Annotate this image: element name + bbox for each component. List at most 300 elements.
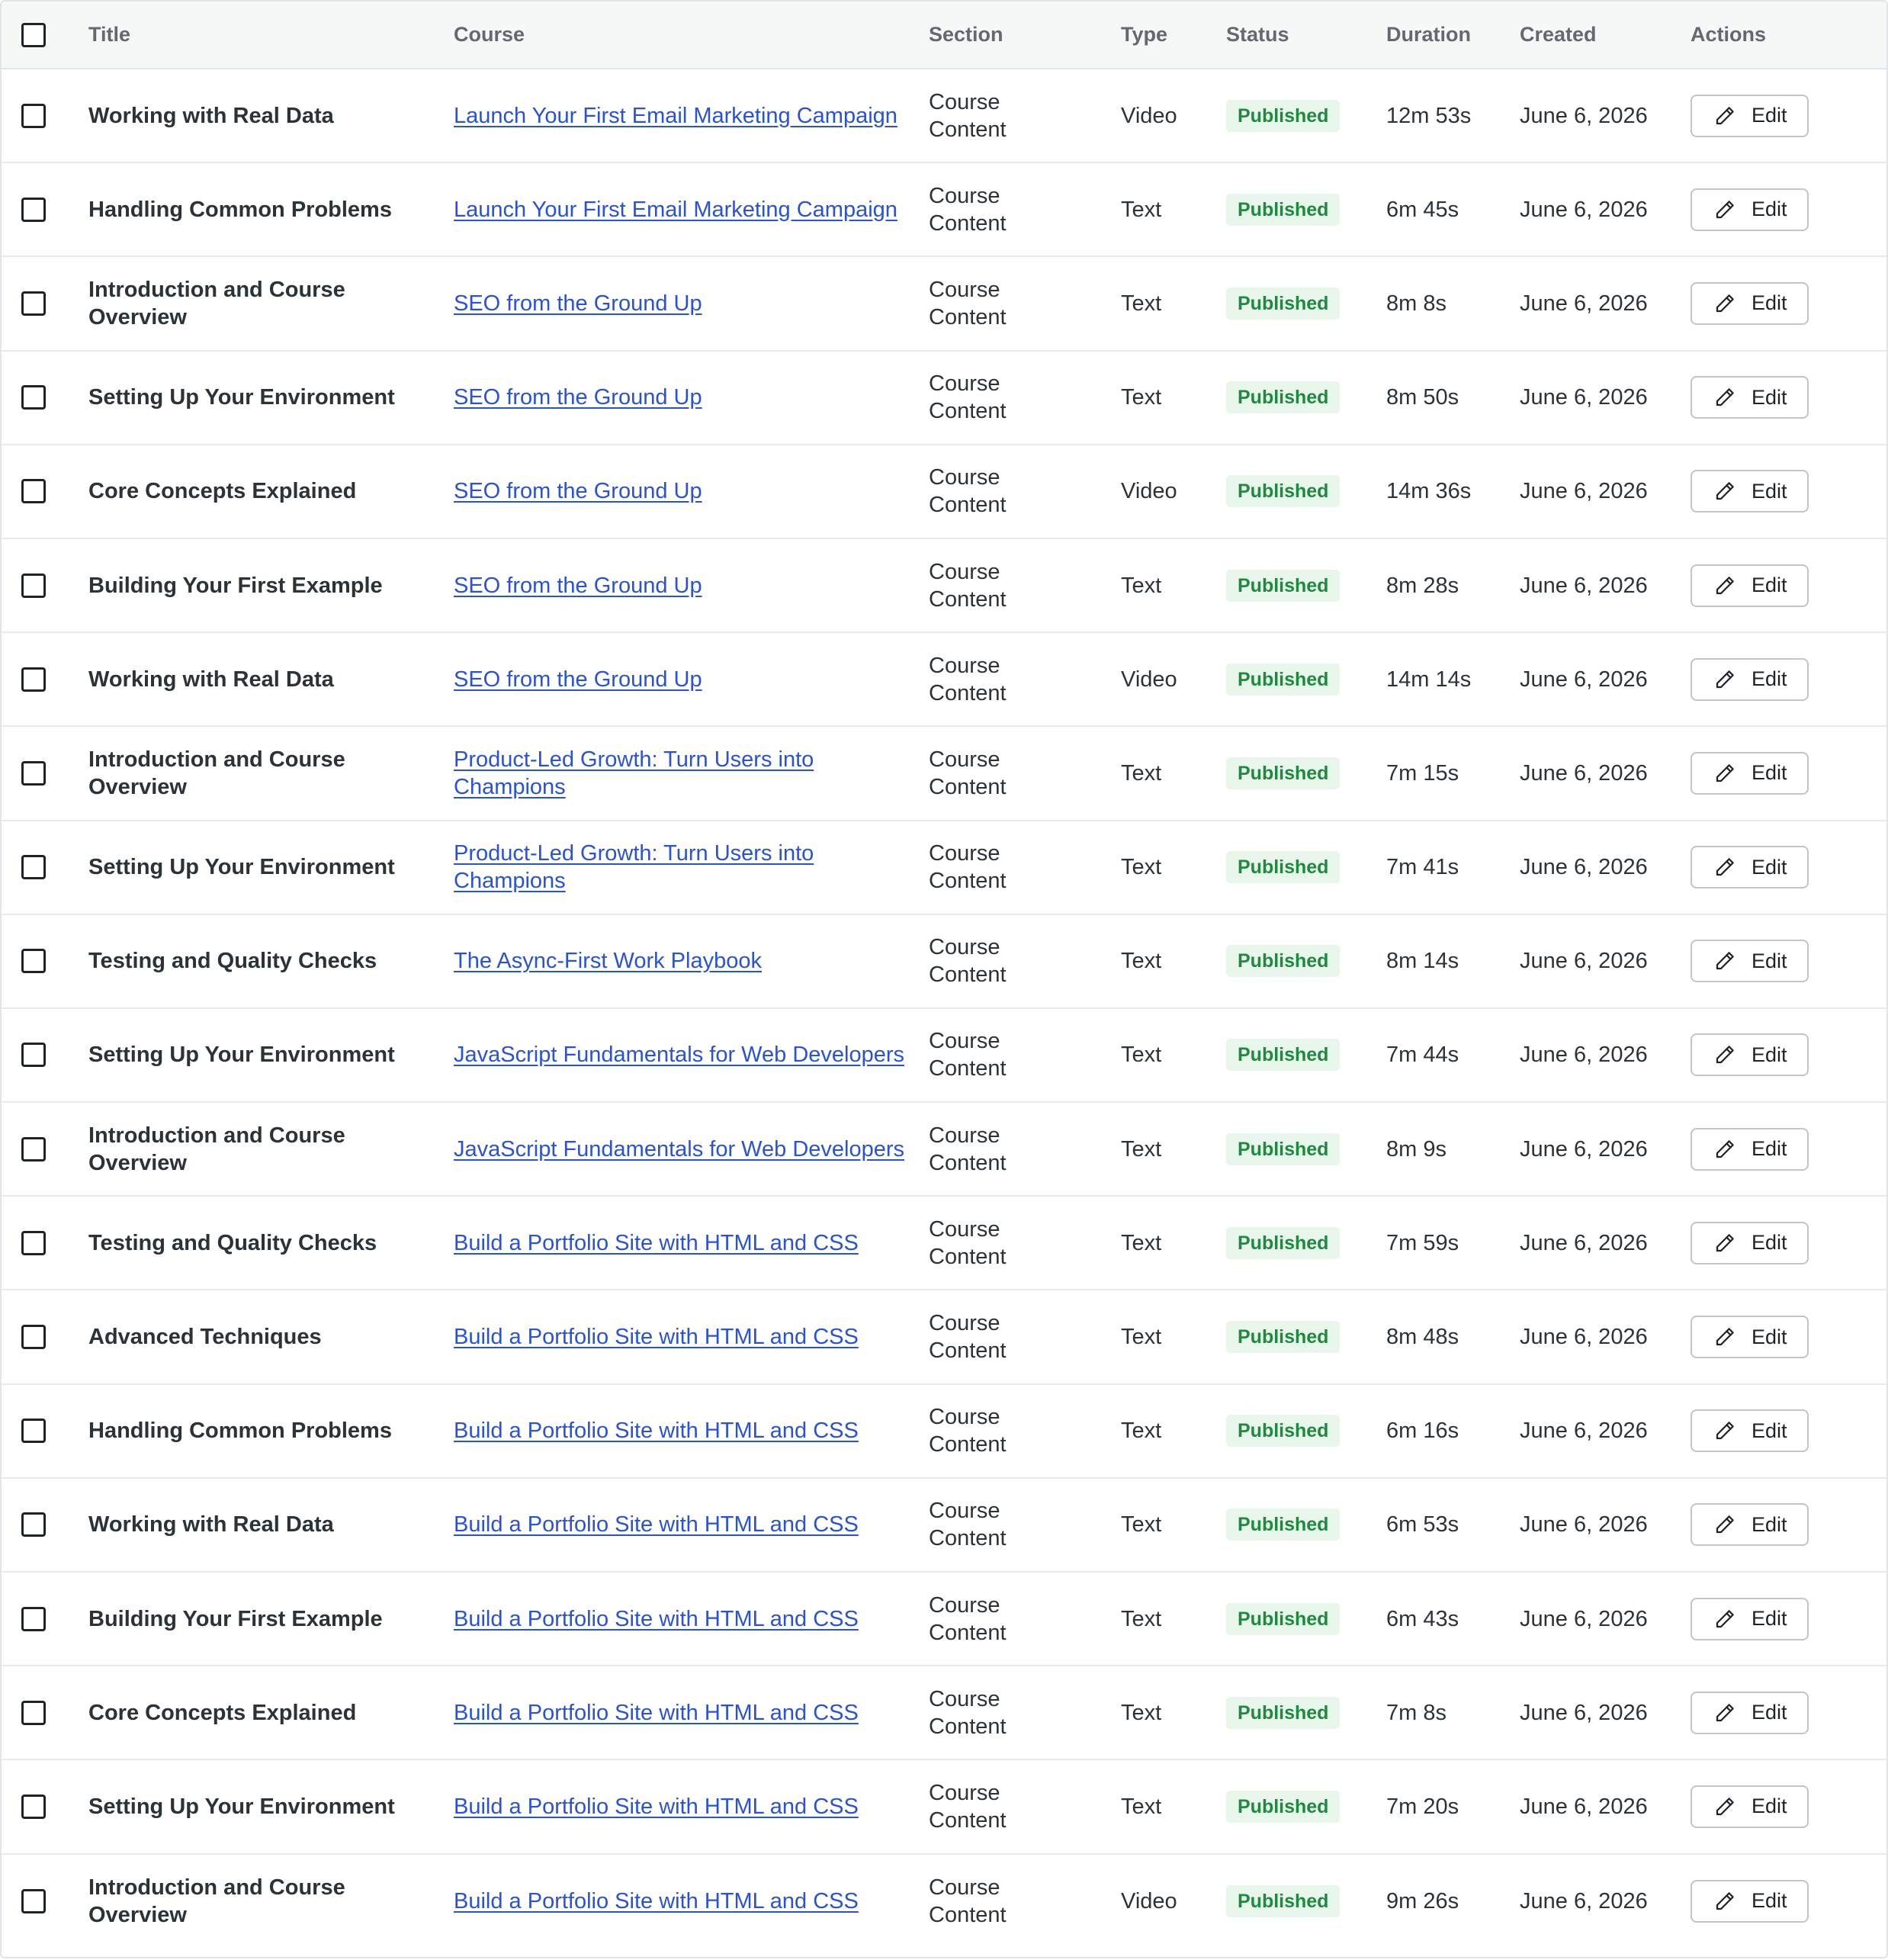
row-checkbox[interactable] xyxy=(21,761,46,786)
row-checkbox[interactable] xyxy=(21,1607,46,1631)
lesson-type: Text xyxy=(1121,1478,1226,1572)
table-row xyxy=(2,1196,1888,1290)
status-badge: Published xyxy=(1226,1321,1340,1353)
course-cell xyxy=(454,1290,929,1383)
lesson-title: Advanced Techniques xyxy=(88,1290,454,1383)
column-header-created[interactable]: Created xyxy=(1520,2,1691,69)
edit-button-label: Edit xyxy=(1752,949,1787,972)
column-header-duration[interactable]: Duration xyxy=(1386,2,1520,69)
actions-cell xyxy=(1691,1572,1888,1666)
lesson-type: Text xyxy=(1121,1196,1226,1290)
created-date: June 6, 2026 xyxy=(1520,726,1691,820)
created-date: June 6, 2026 xyxy=(1520,632,1691,726)
edit-button[interactable] xyxy=(1691,658,1809,701)
course-cell xyxy=(454,445,929,538)
select-all-checkbox[interactable] xyxy=(21,23,46,47)
edit-button[interactable] xyxy=(1691,1692,1809,1734)
status-badge: Published xyxy=(1226,1039,1340,1071)
edit-button[interactable] xyxy=(1691,1222,1809,1264)
actions-cell xyxy=(1691,1666,1888,1759)
course-cell xyxy=(454,351,929,445)
course-link[interactable]: Build a Portfolio Site with HTML and CSS xyxy=(454,1888,859,1913)
course-cell xyxy=(454,1854,929,1948)
lesson-duration: 7m 59s xyxy=(1386,1196,1520,1290)
edit-button-label: Edit xyxy=(1752,1231,1787,1255)
section-name: Course Content xyxy=(929,1008,1121,1102)
section-name: Course Content xyxy=(929,69,1121,162)
status-cell xyxy=(1226,821,1386,914)
created-date: June 6, 2026 xyxy=(1520,1759,1691,1853)
actions-cell xyxy=(1691,1384,1888,1478)
course-link[interactable]: Build a Portfolio Site with HTML and CSS xyxy=(454,1419,859,1444)
row-checkbox[interactable] xyxy=(21,1231,46,1255)
edit-button[interactable] xyxy=(1691,376,1809,419)
row-select-cell xyxy=(2,1854,88,1948)
row-checkbox[interactable] xyxy=(21,198,46,222)
status-cell xyxy=(1226,1854,1386,1948)
edit-button[interactable] xyxy=(1691,1785,1809,1828)
actions-cell xyxy=(1691,445,1888,538)
edit-button[interactable] xyxy=(1691,752,1809,795)
lesson-title: Working with Real Data xyxy=(88,632,454,726)
lesson-type: Text xyxy=(1121,1102,1226,1196)
lesson-title: Introduction and Course Overview xyxy=(88,726,454,820)
section-name: Course Content xyxy=(929,256,1121,350)
pencil-icon xyxy=(1713,949,1736,972)
edit-button-label: Edit xyxy=(1752,479,1787,503)
lesson-duration: 6m 43s xyxy=(1386,1572,1520,1666)
pencil-icon xyxy=(1713,1795,1736,1818)
row-checkbox[interactable] xyxy=(21,855,46,879)
created-date: June 6, 2026 xyxy=(1520,1384,1691,1478)
lesson-type: Text xyxy=(1121,351,1226,445)
lesson-duration: 7m 41s xyxy=(1386,821,1520,914)
lessons-table xyxy=(2,2,1888,1948)
actions-cell xyxy=(1691,256,1888,350)
edit-button-label: Edit xyxy=(1752,1419,1787,1442)
course-cell xyxy=(454,538,929,632)
lesson-duration: 7m 8s xyxy=(1386,1666,1520,1759)
lesson-duration: 6m 53s xyxy=(1386,1478,1520,1572)
status-cell xyxy=(1226,538,1386,632)
actions-cell xyxy=(1691,821,1888,914)
course-link[interactable]: JavaScript Fundamentals for Web Developers xyxy=(454,1043,905,1068)
created-date: June 6, 2026 xyxy=(1520,914,1691,1008)
column-header-type[interactable]: Type xyxy=(1121,2,1226,69)
lesson-duration: 12m 53s xyxy=(1386,69,1520,162)
actions-cell xyxy=(1691,726,1888,820)
edit-button[interactable] xyxy=(1691,470,1809,512)
status-cell xyxy=(1226,1102,1386,1196)
lesson-type: Text xyxy=(1121,256,1226,350)
lesson-title: Introduction and Course Overview xyxy=(88,1102,454,1196)
edit-button-label: Edit xyxy=(1752,1043,1787,1066)
row-checkbox[interactable] xyxy=(21,1701,46,1725)
table-row xyxy=(2,1478,1888,1572)
actions-cell xyxy=(1691,1759,1888,1853)
lesson-type: Text xyxy=(1121,726,1226,820)
status-badge: Published xyxy=(1226,1603,1340,1635)
status-badge: Published xyxy=(1226,1791,1340,1823)
lesson-title: Setting Up Your Environment xyxy=(88,351,454,445)
section-name: Course Content xyxy=(929,1666,1121,1759)
pencil-icon xyxy=(1713,1232,1736,1255)
status-badge: Published xyxy=(1226,1415,1340,1447)
lesson-title: Setting Up Your Environment xyxy=(88,821,454,914)
edit-button-label: Edit xyxy=(1752,1512,1787,1536)
created-date: June 6, 2026 xyxy=(1520,1008,1691,1102)
actions-cell xyxy=(1691,538,1888,632)
status-badge: Published xyxy=(1226,945,1340,977)
column-header-actions: Actions xyxy=(1691,2,1888,69)
edit-button[interactable] xyxy=(1691,188,1809,231)
table-row xyxy=(2,445,1888,538)
created-date: June 6, 2026 xyxy=(1520,538,1691,632)
lesson-duration: 7m 20s xyxy=(1386,1759,1520,1853)
course-cell xyxy=(454,726,929,820)
lesson-duration: 7m 44s xyxy=(1386,1008,1520,1102)
row-select-cell xyxy=(2,1102,88,1196)
row-select-cell xyxy=(2,1666,88,1759)
lesson-duration: 8m 28s xyxy=(1386,538,1520,632)
row-select-cell xyxy=(2,1384,88,1478)
row-select-cell xyxy=(2,256,88,350)
lesson-type: Text xyxy=(1121,1572,1226,1666)
section-name: Course Content xyxy=(929,351,1121,445)
section-name: Course Content xyxy=(929,1102,1121,1196)
status-badge: Published xyxy=(1226,1697,1340,1729)
pencil-icon xyxy=(1713,762,1736,785)
section-name: Course Content xyxy=(929,538,1121,632)
pencil-icon xyxy=(1713,292,1736,315)
table-row xyxy=(2,538,1888,632)
status-badge: Published xyxy=(1226,757,1340,789)
lesson-title: Handling Common Problems xyxy=(88,162,454,256)
pencil-icon xyxy=(1713,104,1736,127)
table-row xyxy=(2,256,1888,350)
lesson-type: Text xyxy=(1121,538,1226,632)
course-link[interactable]: Launch Your First Email Marketing Campaign xyxy=(454,197,897,222)
row-select-cell xyxy=(2,69,88,162)
section-name: Course Content xyxy=(929,726,1121,820)
actions-cell xyxy=(1691,1008,1888,1102)
edit-button-label: Edit xyxy=(1752,1325,1787,1348)
lesson-type: Text xyxy=(1121,914,1226,1008)
course-cell xyxy=(454,821,929,914)
created-date: June 6, 2026 xyxy=(1520,1888,1648,1913)
lesson-duration: 8m 8s xyxy=(1386,256,1520,350)
edit-button[interactable] xyxy=(1691,1409,1809,1452)
edit-button[interactable] xyxy=(1691,1503,1809,1546)
edit-button[interactable] xyxy=(1691,940,1809,982)
lesson-title: Core Concepts Explained xyxy=(88,1666,454,1759)
pencil-icon xyxy=(1713,198,1736,221)
course-cell xyxy=(454,1572,929,1666)
status-badge: Published xyxy=(1226,381,1340,413)
table-row xyxy=(2,632,1888,726)
status-cell xyxy=(1226,726,1386,820)
edit-button-label: Edit xyxy=(1752,667,1787,691)
edit-button-label: Edit xyxy=(1752,104,1787,127)
course-cell xyxy=(454,1102,929,1196)
row-checkbox[interactable] xyxy=(21,667,46,692)
table-row xyxy=(2,351,1888,445)
lesson-title: Testing and Quality Checks xyxy=(88,914,454,1008)
edit-button[interactable] xyxy=(1691,564,1809,607)
table-row xyxy=(2,1854,1888,1948)
course-link[interactable]: JavaScript Fundamentals for Web Developers xyxy=(454,1136,905,1162)
row-checkbox[interactable] xyxy=(21,1512,46,1537)
status-cell xyxy=(1226,162,1386,256)
status-badge: Published xyxy=(1226,1227,1340,1259)
actions-cell xyxy=(1691,1102,1888,1196)
status-cell xyxy=(1226,1196,1386,1290)
lesson-title: Working with Real Data xyxy=(88,69,454,162)
actions-cell xyxy=(1691,914,1888,1008)
column-header-title[interactable]: Title xyxy=(88,2,454,69)
course-cell xyxy=(454,1478,929,1572)
course-link[interactable]: Product-Led Growth: Turn Users into Champions xyxy=(454,841,814,894)
pencil-icon xyxy=(1713,1513,1736,1536)
lesson-duration: 8m 50s xyxy=(1386,351,1520,445)
lesson-title: Introduction and Course Overview xyxy=(88,256,454,350)
lesson-type: Video xyxy=(1121,445,1226,538)
row-select-cell xyxy=(2,445,88,538)
status-cell xyxy=(1226,256,1386,350)
edit-button-label: Edit xyxy=(1752,1137,1787,1161)
course-cell xyxy=(454,162,929,256)
edit-button-label: Edit xyxy=(1752,291,1787,315)
status-cell xyxy=(1226,1572,1386,1666)
section-name: Course Content xyxy=(929,1875,1007,1927)
created-date: June 6, 2026 xyxy=(1520,1290,1691,1383)
row-checkbox[interactable] xyxy=(21,1137,46,1162)
created-date: June 6, 2026 xyxy=(1520,351,1691,445)
lesson-title: Introduction and Course Overview xyxy=(88,1875,345,1927)
table-row xyxy=(2,1102,1888,1196)
lesson-type: Text xyxy=(1121,1384,1226,1478)
course-link[interactable]: SEO from the Ground Up xyxy=(454,479,702,504)
section-name: Course Content xyxy=(929,914,1121,1008)
actions-cell xyxy=(1691,632,1888,726)
course-link[interactable]: SEO from the Ground Up xyxy=(454,291,702,316)
edit-button[interactable] xyxy=(1691,95,1809,137)
pencil-icon xyxy=(1713,1419,1736,1442)
lesson-title: Setting Up Your Environment xyxy=(88,1008,454,1102)
created-date: June 6, 2026 xyxy=(1520,1102,1691,1196)
created-date: June 6, 2026 xyxy=(1520,445,1691,538)
course-link[interactable]: Build a Portfolio Site with HTML and CSS xyxy=(454,1325,859,1350)
row-select-cell xyxy=(2,1572,88,1666)
table-row xyxy=(2,821,1888,914)
course-cell xyxy=(454,1759,929,1853)
row-checkbox[interactable] xyxy=(21,1795,46,1819)
row-checkbox[interactable] xyxy=(21,104,46,128)
edit-button-label: Edit xyxy=(1752,198,1787,221)
lesson-type: Text xyxy=(1121,162,1226,256)
column-header-section[interactable]: Section xyxy=(929,2,1121,69)
course-cell xyxy=(454,914,929,1008)
status-cell xyxy=(1226,69,1386,162)
course-link[interactable]: Build a Portfolio Site with HTML and CSS xyxy=(454,1794,859,1819)
row-checkbox[interactable] xyxy=(21,291,46,316)
row-select-cell xyxy=(2,1290,88,1383)
table-body xyxy=(2,69,1888,1948)
row-checkbox[interactable] xyxy=(21,1325,46,1349)
lesson-type: Text xyxy=(1121,821,1226,914)
table-row xyxy=(2,162,1888,256)
lesson-type: Video xyxy=(1121,632,1226,726)
status-badge: Published xyxy=(1226,100,1340,132)
pencil-icon xyxy=(1713,480,1736,503)
course-link[interactable]: SEO from the Ground Up xyxy=(454,667,702,692)
row-select-cell xyxy=(2,1008,88,1102)
status-badge: Published xyxy=(1226,194,1340,226)
lesson-duration: 14m 36s xyxy=(1386,445,1520,538)
pencil-icon xyxy=(1713,1043,1736,1066)
status-cell xyxy=(1226,351,1386,445)
table-row xyxy=(2,914,1888,1008)
course-cell xyxy=(454,1384,929,1478)
status-badge: Published xyxy=(1226,1133,1340,1165)
status-badge: Published xyxy=(1226,851,1340,883)
course-link[interactable]: SEO from the Ground Up xyxy=(454,573,702,598)
section-name: Course Content xyxy=(929,1478,1121,1572)
lesson-title: Handling Common Problems xyxy=(88,1384,454,1478)
pencil-icon xyxy=(1713,1890,1736,1913)
row-select-cell xyxy=(2,538,88,632)
lesson-duration: 6m 45s xyxy=(1386,162,1520,256)
lesson-title: Building Your First Example xyxy=(88,538,454,632)
course-link[interactable]: Build a Portfolio Site with HTML and CSS xyxy=(454,1230,859,1255)
status-cell xyxy=(1226,1290,1386,1383)
course-link[interactable]: The Async-First Work Playbook xyxy=(454,949,762,974)
pencil-icon xyxy=(1713,1608,1736,1631)
status-badge: Published xyxy=(1226,475,1340,507)
row-select-cell xyxy=(2,632,88,726)
lesson-duration: 7m 15s xyxy=(1386,726,1520,820)
course-link[interactable]: SEO from the Ground Up xyxy=(454,385,702,410)
lesson-type: Text xyxy=(1121,1008,1226,1102)
created-date: June 6, 2026 xyxy=(1520,1196,1691,1290)
pencil-icon xyxy=(1713,1325,1736,1348)
row-checkbox[interactable] xyxy=(21,1419,46,1443)
course-cell xyxy=(454,1666,929,1759)
column-header-status[interactable]: Status xyxy=(1226,2,1386,69)
lesson-type: Text xyxy=(1121,1759,1226,1853)
status-badge: Published xyxy=(1226,570,1340,602)
lesson-duration: 8m 9s xyxy=(1386,1102,1520,1196)
lesson-duration: 8m 14s xyxy=(1386,914,1520,1008)
lesson-type: Video xyxy=(1121,1888,1177,1913)
edit-button[interactable] xyxy=(1691,1033,1809,1076)
created-date: June 6, 2026 xyxy=(1520,1666,1691,1759)
lesson-title: Working with Real Data xyxy=(88,1478,454,1572)
row-checkbox[interactable] xyxy=(21,385,46,410)
section-name: Course Content xyxy=(929,1572,1121,1666)
pencil-icon xyxy=(1713,856,1736,879)
lesson-duration: 6m 16s xyxy=(1386,1384,1520,1478)
course-link[interactable]: Product-Led Growth: Turn Users into Champions xyxy=(454,747,814,799)
course-cell xyxy=(454,69,929,162)
status-cell xyxy=(1226,914,1386,1008)
section-name: Course Content xyxy=(929,1196,1121,1290)
row-select-cell xyxy=(2,1196,88,1290)
actions-cell xyxy=(1691,162,1888,256)
row-checkbox[interactable] xyxy=(21,574,46,598)
course-cell xyxy=(454,632,929,726)
edit-button[interactable] xyxy=(1691,282,1809,325)
lesson-type: Text xyxy=(1121,1290,1226,1383)
edit-button-label: Edit xyxy=(1752,1889,1787,1913)
row-checkbox[interactable] xyxy=(21,479,46,503)
row-select-cell xyxy=(2,162,88,256)
actions-cell xyxy=(1691,1854,1888,1948)
row-checkbox[interactable] xyxy=(21,949,46,973)
edit-button[interactable] xyxy=(1691,846,1809,888)
section-name: Course Content xyxy=(929,1759,1121,1853)
section-name: Course Content xyxy=(929,821,1121,914)
edit-button[interactable] xyxy=(1691,1598,1809,1640)
table-row xyxy=(2,69,1888,162)
table-row xyxy=(2,1572,1888,1666)
table-row xyxy=(2,1008,1888,1102)
table-row xyxy=(2,1759,1888,1853)
actions-cell xyxy=(1691,1290,1888,1383)
row-select-cell xyxy=(2,914,88,1008)
lesson-duration: 8m 48s xyxy=(1386,1290,1520,1383)
edit-button[interactable] xyxy=(1691,1316,1809,1358)
created-date: June 6, 2026 xyxy=(1520,1572,1691,1666)
lesson-type: Text xyxy=(1121,1666,1226,1759)
lesson-title: Core Concepts Explained xyxy=(88,445,454,538)
status-badge: Published xyxy=(1226,1509,1340,1541)
actions-cell xyxy=(1691,351,1888,445)
column-header-course[interactable]: Course xyxy=(454,2,929,69)
course-link[interactable]: Build a Portfolio Site with HTML and CSS xyxy=(454,1512,859,1537)
actions-cell xyxy=(1691,1478,1888,1572)
created-date: June 6, 2026 xyxy=(1520,1478,1691,1572)
edit-button-label: Edit xyxy=(1752,761,1787,785)
created-date: June 6, 2026 xyxy=(1520,69,1691,162)
edit-button[interactable] xyxy=(1691,1880,1809,1923)
table-row xyxy=(2,1290,1888,1383)
section-name: Course Content xyxy=(929,632,1121,726)
course-link[interactable]: Build a Portfolio Site with HTML and CSS xyxy=(454,1606,859,1631)
table-row xyxy=(2,726,1888,820)
course-link[interactable]: Build a Portfolio Site with HTML and CSS xyxy=(454,1700,859,1725)
lesson-title: Setting Up Your Environment xyxy=(88,1759,454,1853)
edit-button-label: Edit xyxy=(1752,385,1787,409)
edit-button[interactable] xyxy=(1691,1128,1809,1171)
pencil-icon xyxy=(1713,1701,1736,1724)
course-cell xyxy=(454,256,929,350)
status-cell xyxy=(1226,1008,1386,1102)
status-cell xyxy=(1226,1666,1386,1759)
status-badge: Published xyxy=(1226,1885,1340,1917)
table-row xyxy=(2,1666,1888,1759)
lesson-title: Testing and Quality Checks xyxy=(88,1196,454,1290)
lesson-duration: 14m 14s xyxy=(1386,632,1520,726)
course-link[interactable]: Launch Your First Email Marketing Campaign xyxy=(454,103,897,128)
lesson-duration: 9m 26s xyxy=(1386,1888,1459,1913)
row-checkbox[interactable] xyxy=(21,1043,46,1067)
status-cell xyxy=(1226,1384,1386,1478)
row-checkbox[interactable] xyxy=(21,1889,46,1913)
actions-cell xyxy=(1691,1196,1888,1290)
row-select-cell xyxy=(2,1478,88,1572)
created-date: June 6, 2026 xyxy=(1520,256,1691,350)
